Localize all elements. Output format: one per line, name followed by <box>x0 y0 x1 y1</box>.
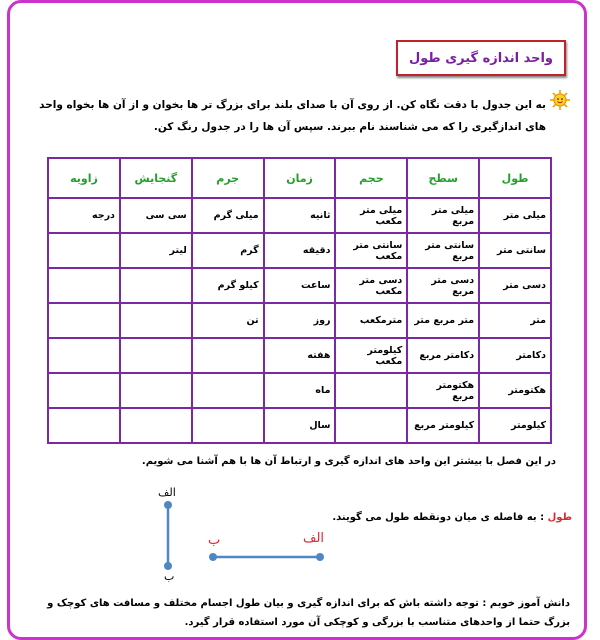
table-cell: متر <box>479 303 551 338</box>
table-cell: میلی گرم <box>192 198 264 233</box>
vertical-segment-bottom-point <box>164 562 172 570</box>
definition-text: : به فاصله ی میان دونقطه طول می گویند. <box>332 512 548 523</box>
table-cell: کیلو گرم <box>192 268 264 303</box>
header-mass: جرم <box>192 158 264 198</box>
horizontal-right-label: الف <box>303 531 325 546</box>
table-cell: سانتی متر <box>479 233 551 268</box>
horizontal-left-label: ب <box>208 533 221 548</box>
table-cell: ماه <box>264 373 336 408</box>
table-cell: میلی متر مکعب <box>335 198 407 233</box>
table-cell: کیلومتر مکعب <box>335 338 407 373</box>
header-area: سطح <box>407 158 479 198</box>
table-cell: دسی متر مکعب <box>335 268 407 303</box>
table-cell: سانتی متر مکعب <box>335 233 407 268</box>
table-cell: کیلومتر <box>479 408 551 443</box>
table-cell: مترمکعب <box>335 303 407 338</box>
table-cell: گرم <box>192 233 264 268</box>
table-cell: درجه <box>48 198 120 233</box>
header-angle: زاویه <box>48 158 120 198</box>
horizontal-segment-left-point <box>209 553 217 561</box>
table-cell: سانتی متر مربع <box>407 233 479 268</box>
table-cell: هکتومتر مربع <box>407 373 479 408</box>
table-cell: کیلومتر مربع <box>407 408 479 443</box>
page-title: واحد اندازه گیری طول <box>409 50 553 66</box>
table-cell: متر مربع متر <box>407 303 479 338</box>
table-cell: هفته <box>264 338 336 373</box>
intro-text: به این جدول با دقت نگاه کن. از روی آن با صدای بلند برای بزرگ تر ها بخوان و از آن ها بخواه واحد های اندازگیری را که می شناسند نام ببرند. سپس آن ها را در جدول رنگ کن. <box>39 99 546 133</box>
vertical-segment-top-point <box>164 501 172 509</box>
horizontal-segment-right-point <box>316 553 324 561</box>
table-cell: ساعت <box>264 268 336 303</box>
header-length: طول <box>479 158 551 198</box>
table-cell: سی سی <box>120 198 192 233</box>
table-cell: میلی متر <box>479 198 551 233</box>
chapter-text: در این فصل با بیشتر این واحد های اندازه گیری و ارتباط آن ها با هم آشنا می شویم. <box>141 456 556 467</box>
table-cell: دکامتر <box>479 338 551 373</box>
table-cell: میلی متر مربع <box>407 198 479 233</box>
definition-term: طول <box>547 512 572 523</box>
table-cell: هکتومتر <box>479 373 551 408</box>
table-cell: دکامتر مربع <box>407 338 479 373</box>
table-cell: ثانیه <box>264 198 336 233</box>
header-time: زمان <box>264 158 336 198</box>
header-capacity: گنجایش <box>120 158 192 198</box>
table-cell: روز <box>264 303 336 338</box>
table-cell: تن <box>192 303 264 338</box>
vertical-top-label: الف <box>158 486 176 499</box>
header-volume: حجم <box>335 158 407 198</box>
table-cell: سال <box>264 408 336 443</box>
student-note: دانش آموز خوبم : توجه داشته باش که برای اندازه گیری و بیان طول اجسام مختلف و مسافت های کوچک و بزرگ حتما از واحدهای متناسب با بزرگی و کوچکی آن مورد استفاده قرار گیرد. <box>47 598 570 628</box>
table-cell: دقیقه <box>264 233 336 268</box>
vertical-bottom-label: ب <box>164 570 175 583</box>
table-cell: لیتر <box>120 233 192 268</box>
table-cell: دسی متر مربع <box>407 268 479 303</box>
table-cell: دسی متر <box>479 268 551 303</box>
